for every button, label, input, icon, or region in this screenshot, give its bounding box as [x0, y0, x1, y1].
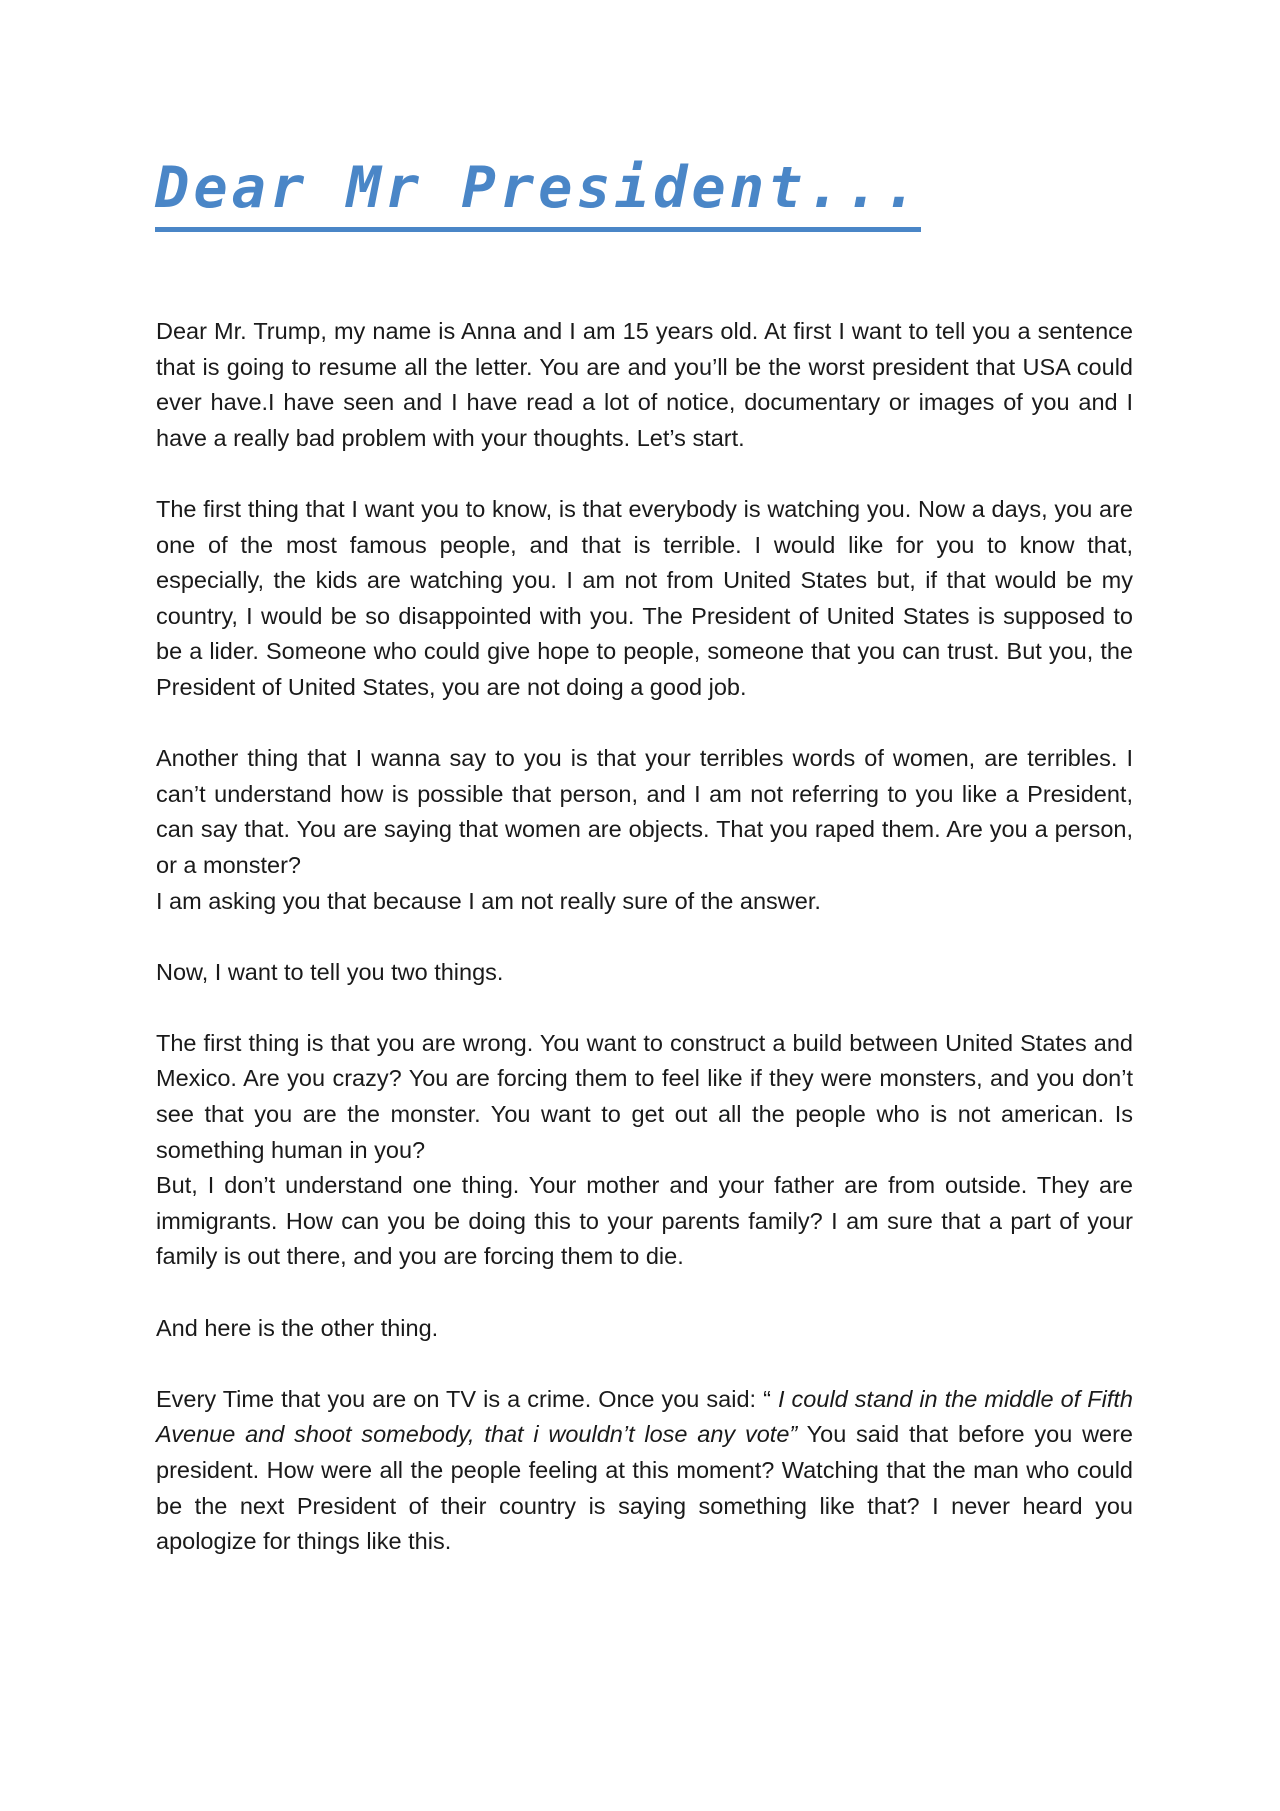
paragraph-tv	[156, 1382, 1133, 1560]
paragraph-wall: The first thing is that you are wrong. You want to construct a build between United States and Mexico. Are you crazy? You are forcing them to feel like if they were monsters, and you don’t see that you are the monster. You want to get out all the people who is not american. Is something human in you?	[156, 1029, 1133, 1163]
paragraph-other-thing: And here is the other thing.	[156, 1314, 439, 1341]
paragraph-immigrants: But, I don’t understand one thing. Your mother and your father are from outside. They are immigrants. How can you be doing this to your parents family? I am sure that a part of your family is out there, and you are forcing them to die.	[156, 1172, 1133, 1270]
title-block	[155, 155, 922, 232]
paragraph-tv-rest: You said that before you were president. How were all the people feeling at this moment? Watching that the man who could be the next President of their country is saying something like that? I never heard you apologize for things like this.	[156, 1421, 1134, 1555]
paragraph-women	[156, 741, 1133, 883]
paragraph-women-followup: I am asking you that because I am not really sure of the answer.	[156, 887, 821, 914]
paragraph-watching: The first thing that I want you to know, is that everybody is watching you. Now a days, you are one of the most famous people, and that is terrible. I would like for you to know that, especially, the kids are watching you. I am not from United States but, if that would be my country, I would be so disappointed with you. The President of United States is supposed to be a lider. Someone who could give hope to people, someone that you can trust. But you, the President of United States, you are not doing a good job.	[156, 495, 1133, 700]
paragraph-tv-lead: Every Time that you are on TV is a crime. Once you said: “	[156, 1385, 778, 1412]
page-title: Dear Mr President...	[155, 160, 921, 232]
trump-quote: I could stand in the middle of Fifth Avenue and shoot somebody, that i wouldn’t lose any vote”	[156, 1385, 1133, 1448]
paragraph-women-text: Another thing that I wanna say to you is that your terribles words of women, are terribles. I can’t understand how is possible that person, and I am not referring to you like a President, can say that. You are saying that women are objects. That you raped them. Are you a person, or a monster?	[156, 745, 1133, 878]
letter-body	[156, 314, 1133, 1595]
paragraph-intro: Dear Mr. Trump, my name is Anna and I am 15 years old. At first I want to tell you a sentence that is going to resume all the letter. You are and you’ll be the worst president that USA could ever have.I have seen and I have read a lot of notice, documentary or images of you and I have a really bad problem with your thoughts. Let’s start.	[156, 318, 1133, 451]
paragraph-two-things: Now, I want to tell you two things.	[156, 958, 504, 985]
